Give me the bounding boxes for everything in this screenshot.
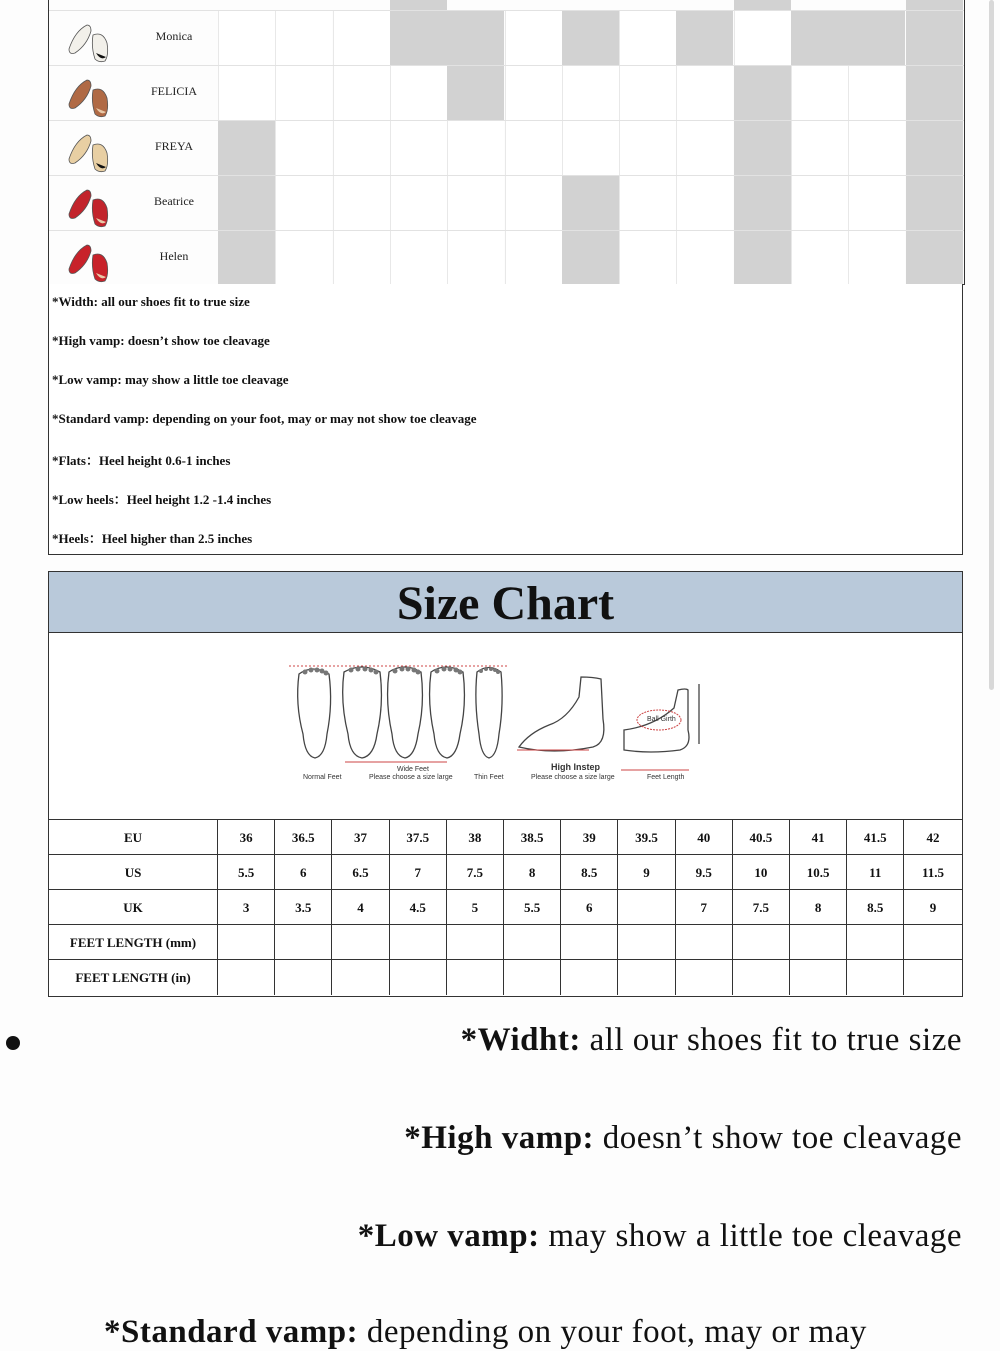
size-cell: 6 (561, 890, 618, 925)
fit-cell (218, 176, 275, 231)
size-cell (447, 960, 504, 995)
desc-high-vamp-term: *High vamp: (404, 1120, 595, 1156)
notes-box (48, 284, 963, 555)
fit-cell (218, 121, 275, 176)
size-cell (561, 925, 618, 960)
fit-cell (505, 66, 562, 121)
fit-cell (447, 231, 504, 286)
desc-width-text: all our shoes fit to true size (580, 1022, 962, 1058)
fit-cell (734, 66, 791, 121)
model-name: Monica (155, 29, 193, 43)
size-row-header: FEET LENGTH (mm) (49, 925, 218, 960)
fit-cell (734, 231, 791, 286)
fit-cell (562, 121, 619, 176)
fit-cell (734, 11, 791, 66)
note-low-vamp: *Low vamp: may show a little toe cleavage (52, 372, 289, 387)
size-row-eu (49, 819, 962, 855)
fit-chart-table (48, 0, 965, 285)
desc-standard-vamp-term: *Standard vamp: (104, 1314, 359, 1350)
fit-cell (333, 176, 390, 231)
note-heels: *Heels：Heel higher than 2.5 inches (52, 531, 253, 546)
size-row-feet-length-mm- (49, 924, 962, 960)
size-cell: 39 (561, 820, 618, 855)
size-cell: 7.5 (447, 855, 504, 890)
shoe-thumbnail-icon (63, 74, 117, 118)
size-cell (390, 960, 447, 995)
fit-cell (848, 66, 905, 121)
fit-cell (676, 231, 733, 286)
fit-cell (390, 176, 447, 231)
desc-width (461, 1022, 962, 1059)
fit-cell (676, 121, 733, 176)
foot-label-instep-note: Please choose a size large (531, 774, 615, 781)
size-cell: 11 (847, 855, 904, 890)
fit-row-freya (49, 120, 964, 176)
size-cell: 5 (447, 890, 504, 925)
size-cell: 37.5 (390, 820, 447, 855)
fit-cell (505, 121, 562, 176)
fit-cell (734, 121, 791, 176)
fit-cell (906, 231, 963, 286)
size-cell: 40 (676, 820, 733, 855)
size-cell: 8 (790, 890, 847, 925)
fit-cell (562, 66, 619, 121)
fit-cell (275, 11, 332, 66)
fit-cell (619, 176, 676, 231)
foot-label-length: Feet Length (647, 774, 685, 781)
size-cell (904, 960, 961, 995)
fit-cell (333, 66, 390, 121)
fit-cell (906, 11, 963, 66)
note-width: *Width: all our shoes fit to true size (52, 294, 250, 309)
fit-cell (848, 11, 905, 66)
fit-cell (505, 231, 562, 286)
size-cell: 7 (390, 855, 447, 890)
fit-cell (848, 121, 905, 176)
size-cell (447, 925, 504, 960)
size-cell (390, 925, 447, 960)
size-cell: 36 (218, 820, 275, 855)
size-cell (618, 960, 675, 995)
fit-cell (676, 66, 733, 121)
size-row-feet-length-in- (49, 959, 962, 995)
size-cell: 8.5 (847, 890, 904, 925)
fit-cell (218, 231, 275, 286)
size-cell (275, 960, 332, 995)
fit-cell (791, 11, 848, 66)
fit-row-beatrice (49, 175, 964, 231)
fit-cell (447, 11, 504, 66)
size-cell: 4.5 (390, 890, 447, 925)
size-cell: 39.5 (618, 820, 675, 855)
size-cell (504, 960, 561, 995)
size-row-us (49, 854, 962, 890)
size-cell (218, 960, 275, 995)
foot-types-illustration (289, 662, 729, 792)
size-cell: 3 (218, 890, 275, 925)
size-cell (275, 925, 332, 960)
size-cell (676, 925, 733, 960)
size-cell: 9 (929, 900, 937, 915)
size-row-header: US (49, 855, 218, 890)
fit-cell (562, 176, 619, 231)
fit-cell (562, 231, 619, 286)
fit-cell (333, 231, 390, 286)
size-cell: 36.5 (275, 820, 332, 855)
foot-label-wide: Wide Feet (397, 766, 429, 773)
fit-cell (218, 11, 275, 66)
fit-cell (333, 11, 390, 66)
fit-cell (505, 11, 562, 66)
size-cell: 3.5 (275, 890, 332, 925)
fit-row-helen (49, 230, 964, 286)
fit-cell (275, 121, 332, 176)
size-chart-title: Size Chart (396, 577, 615, 630)
fit-cell (275, 66, 332, 121)
size-cell (904, 925, 961, 960)
note-high-vamp: *High vamp: doesn’t show toe cleavage (52, 333, 270, 348)
size-row-header: EU (49, 820, 218, 855)
fit-cell (390, 66, 447, 121)
fit-cell (218, 66, 275, 121)
fit-cell (848, 231, 905, 286)
foot-label-thin: Thin Feet (474, 774, 504, 781)
desc-low-vamp-term: *Low vamp: (357, 1218, 540, 1254)
note-flats: *Flats：Heel height 0.6-1 inches (52, 453, 231, 468)
fit-cell (676, 11, 733, 66)
size-cell (733, 925, 790, 960)
fit-cell (619, 231, 676, 286)
size-cell (561, 960, 618, 995)
fit-cell (906, 176, 963, 231)
fit-cell (791, 66, 848, 121)
size-cell: 9.5 (676, 855, 733, 890)
size-cell: 41 (790, 820, 847, 855)
size-row-header: FEET LENGTH (in) (49, 960, 218, 995)
size-cell: 38.5 (504, 820, 561, 855)
fit-cell (390, 11, 447, 66)
fit-row-felicia (49, 65, 964, 121)
size-cell: 38 (447, 820, 504, 855)
fit-cell (333, 121, 390, 176)
size-cell (847, 960, 904, 995)
size-cell (847, 925, 904, 960)
size-cell: 11.5 (921, 865, 944, 880)
fit-cell (791, 231, 848, 286)
fit-cell (848, 176, 905, 231)
fit-cell (619, 66, 676, 121)
size-cell: 10 (733, 855, 790, 890)
size-cell: 7 (676, 890, 733, 925)
fit-cell (906, 121, 963, 176)
size-cell: 6 (275, 855, 332, 890)
size-cell: 42 (926, 830, 940, 845)
size-cell (332, 960, 389, 995)
size-cell: 41.5 (847, 820, 904, 855)
desc-high-vamp (404, 1120, 962, 1157)
fit-cell (390, 231, 447, 286)
size-cell (790, 960, 847, 995)
fit-cell (447, 176, 504, 231)
fit-cell (390, 121, 447, 176)
note-low-heels: *Low heels：Heel height 1.2 -1.4 inches (52, 492, 272, 507)
size-cell: 7.5 (733, 890, 790, 925)
fit-cell (734, 176, 791, 231)
desc-standard-vamp-text: depending on your foot, may or may (358, 1314, 867, 1350)
fit-cell (275, 231, 332, 286)
foot-label-wide-note: Please choose a size large (369, 774, 453, 781)
fit-cell (619, 121, 676, 176)
size-cell (618, 925, 675, 960)
scrollbar[interactable] (989, 0, 994, 690)
size-cell: 9 (618, 855, 675, 890)
desc-width-term: *Widht: (460, 1022, 581, 1058)
foot-outlines-icon (289, 662, 729, 792)
size-cell: 5.5 (218, 855, 275, 890)
shoe-thumbnail-icon (63, 184, 117, 228)
model-name: FELICIA (151, 84, 197, 98)
fit-cell (906, 66, 963, 121)
size-row-header: UK (49, 890, 218, 925)
model-name: FREYA (154, 139, 193, 153)
size-cell: 5.5 (504, 890, 561, 925)
size-cell: 8 (504, 855, 561, 890)
fit-row-monica (49, 10, 964, 66)
shoe-thumbnail-icon (63, 19, 117, 63)
desc-low-vamp-text: may show a little toe cleavage (539, 1218, 962, 1254)
size-cell: 10.5 (790, 855, 847, 890)
size-cell: 40.5 (733, 820, 790, 855)
note-standard-vamp: *Standard vamp: depending on your foot, may or may not show toe cleavage (52, 411, 477, 426)
size-cell: 8.5 (561, 855, 618, 890)
size-cell: 4 (332, 890, 389, 925)
foot-label-girth: Ball Girth (647, 716, 676, 723)
size-cell: 37 (332, 820, 389, 855)
model-name: Helen (159, 249, 189, 263)
size-cell (504, 925, 561, 960)
bullet-icon (6, 1036, 20, 1050)
fit-cell (562, 11, 619, 66)
fit-cell (447, 121, 504, 176)
fit-cell (505, 176, 562, 231)
size-cell (733, 960, 790, 995)
fit-cell (619, 11, 676, 66)
size-cell (618, 890, 675, 925)
size-row-uk (49, 889, 962, 925)
foot-label-normal: Normal Feet (303, 774, 342, 781)
fit-cell (791, 176, 848, 231)
shoe-thumbnail-icon (63, 129, 117, 173)
fit-cell (676, 176, 733, 231)
foot-label-instep: High Instep (551, 762, 600, 772)
desc-high-vamp-text: doesn’t show toe cleavage (594, 1120, 962, 1156)
size-chart-header (49, 572, 962, 633)
fit-cell (275, 176, 332, 231)
shoe-thumbnail-icon (63, 239, 117, 283)
desc-low-vamp (358, 1218, 962, 1255)
size-chart (48, 571, 963, 997)
size-cell (676, 960, 733, 995)
model-name: Beatrice (154, 194, 194, 208)
size-cell: 6.5 (332, 855, 389, 890)
fit-cell (447, 66, 504, 121)
size-cell (790, 925, 847, 960)
fit-cell (791, 121, 848, 176)
size-cell (218, 925, 275, 960)
size-cell (332, 925, 389, 960)
